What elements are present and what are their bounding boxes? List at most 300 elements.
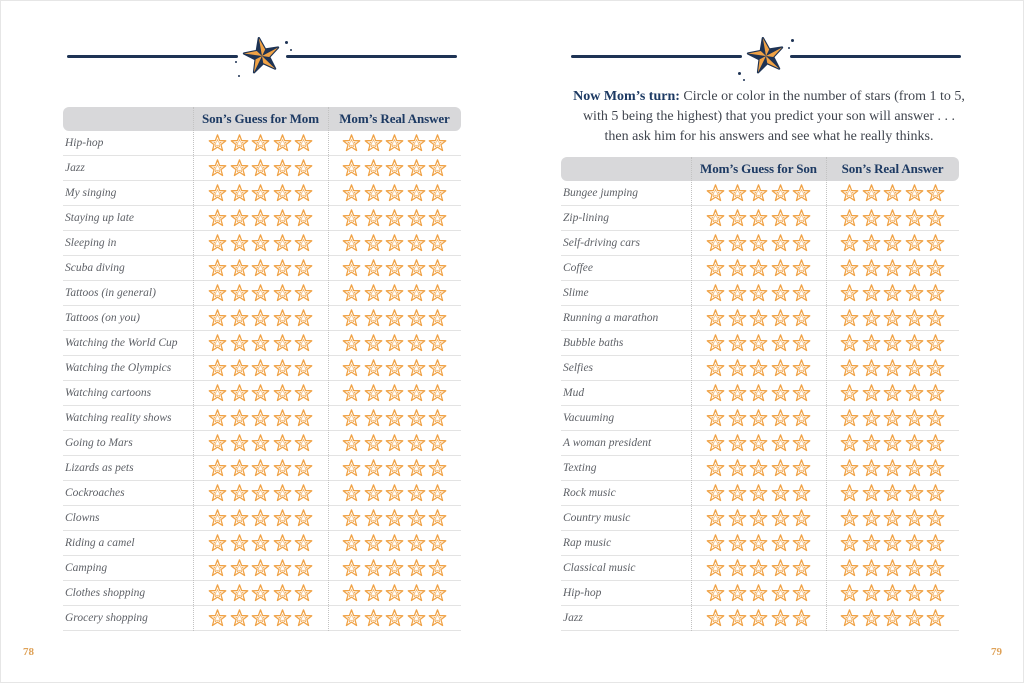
rating-star-icon[interactable] [728, 359, 747, 378]
rating-star-icon[interactable] [926, 509, 945, 528]
rating-star-icon[interactable] [230, 209, 249, 228]
rating-star-icon[interactable] [407, 459, 426, 478]
rating-star-icon[interactable] [273, 584, 292, 603]
rating-star-icon[interactable] [208, 409, 227, 428]
rating-star-icon[interactable] [905, 234, 924, 253]
guess-star-rating[interactable] [193, 234, 328, 253]
rating-star-icon[interactable] [706, 334, 725, 353]
guess-star-rating[interactable] [193, 259, 328, 278]
rating-star-icon[interactable] [342, 584, 361, 603]
guess-star-rating[interactable] [193, 534, 328, 553]
rating-star-icon[interactable] [230, 409, 249, 428]
rating-star-icon[interactable] [407, 234, 426, 253]
real-answer-star-rating[interactable] [328, 259, 461, 278]
rating-star-icon[interactable] [273, 334, 292, 353]
real-answer-star-rating[interactable] [826, 434, 959, 453]
guess-star-rating[interactable] [691, 359, 826, 378]
rating-star-icon[interactable] [749, 184, 768, 203]
rating-star-icon[interactable] [294, 559, 313, 578]
rating-star-icon[interactable] [749, 534, 768, 553]
rating-star-icon[interactable] [407, 409, 426, 428]
rating-star-icon[interactable] [251, 509, 270, 528]
rating-star-icon[interactable] [883, 409, 902, 428]
rating-star-icon[interactable] [385, 434, 404, 453]
rating-star-icon[interactable] [905, 334, 924, 353]
rating-star-icon[interactable] [706, 484, 725, 503]
rating-star-icon[interactable] [407, 534, 426, 553]
rating-star-icon[interactable] [926, 259, 945, 278]
guess-star-rating[interactable] [691, 234, 826, 253]
rating-star-icon[interactable] [230, 334, 249, 353]
rating-star-icon[interactable] [407, 184, 426, 203]
rating-star-icon[interactable] [251, 159, 270, 178]
rating-star-icon[interactable] [428, 534, 447, 553]
rating-star-icon[interactable] [883, 484, 902, 503]
rating-star-icon[interactable] [771, 484, 790, 503]
rating-star-icon[interactable] [251, 534, 270, 553]
rating-star-icon[interactable] [862, 484, 881, 503]
rating-star-icon[interactable] [251, 259, 270, 278]
rating-star-icon[interactable] [728, 209, 747, 228]
rating-star-icon[interactable] [385, 209, 404, 228]
rating-star-icon[interactable] [706, 584, 725, 603]
guess-star-rating[interactable] [691, 259, 826, 278]
guess-star-rating[interactable] [691, 559, 826, 578]
rating-star-icon[interactable] [407, 559, 426, 578]
real-answer-star-rating[interactable] [826, 559, 959, 578]
rating-star-icon[interactable] [728, 284, 747, 303]
rating-star-icon[interactable] [862, 334, 881, 353]
rating-star-icon[interactable] [926, 534, 945, 553]
rating-star-icon[interactable] [407, 484, 426, 503]
rating-star-icon[interactable] [273, 534, 292, 553]
rating-star-icon[interactable] [385, 384, 404, 403]
rating-star-icon[interactable] [230, 309, 249, 328]
rating-star-icon[interactable] [364, 609, 383, 628]
rating-star-icon[interactable] [792, 334, 811, 353]
real-answer-star-rating[interactable] [826, 509, 959, 528]
rating-star-icon[interactable] [749, 384, 768, 403]
rating-star-icon[interactable] [883, 209, 902, 228]
rating-star-icon[interactable] [728, 309, 747, 328]
rating-star-icon[interactable] [230, 234, 249, 253]
rating-star-icon[interactable] [251, 584, 270, 603]
rating-star-icon[interactable] [364, 509, 383, 528]
rating-star-icon[interactable] [706, 434, 725, 453]
rating-star-icon[interactable] [294, 484, 313, 503]
rating-star-icon[interactable] [342, 334, 361, 353]
rating-star-icon[interactable] [926, 234, 945, 253]
rating-star-icon[interactable] [294, 584, 313, 603]
rating-star-icon[interactable] [294, 259, 313, 278]
rating-star-icon[interactable] [208, 459, 227, 478]
rating-star-icon[interactable] [792, 284, 811, 303]
rating-star-icon[interactable] [294, 184, 313, 203]
guess-star-rating[interactable] [193, 509, 328, 528]
rating-star-icon[interactable] [208, 534, 227, 553]
rating-star-icon[interactable] [251, 309, 270, 328]
rating-star-icon[interactable] [428, 459, 447, 478]
rating-star-icon[interactable] [342, 184, 361, 203]
rating-star-icon[interactable] [273, 409, 292, 428]
rating-star-icon[interactable] [407, 309, 426, 328]
guess-star-rating[interactable] [193, 209, 328, 228]
rating-star-icon[interactable] [230, 534, 249, 553]
rating-star-icon[interactable] [749, 484, 768, 503]
rating-star-icon[interactable] [862, 459, 881, 478]
rating-star-icon[interactable] [273, 209, 292, 228]
real-answer-star-rating[interactable] [826, 459, 959, 478]
rating-star-icon[interactable] [294, 459, 313, 478]
guess-star-rating[interactable] [193, 184, 328, 203]
guess-star-rating[interactable] [193, 459, 328, 478]
rating-star-icon[interactable] [294, 134, 313, 153]
rating-star-icon[interactable] [749, 409, 768, 428]
rating-star-icon[interactable] [428, 409, 447, 428]
real-answer-star-rating[interactable] [826, 234, 959, 253]
rating-star-icon[interactable] [208, 259, 227, 278]
guess-star-rating[interactable] [193, 484, 328, 503]
rating-star-icon[interactable] [749, 609, 768, 628]
rating-star-icon[interactable] [926, 459, 945, 478]
rating-star-icon[interactable] [407, 434, 426, 453]
rating-star-icon[interactable] [771, 609, 790, 628]
rating-star-icon[interactable] [771, 309, 790, 328]
rating-star-icon[interactable] [905, 609, 924, 628]
rating-star-icon[interactable] [273, 284, 292, 303]
rating-star-icon[interactable] [428, 209, 447, 228]
rating-star-icon[interactable] [208, 234, 227, 253]
rating-star-icon[interactable] [342, 134, 361, 153]
real-answer-star-rating[interactable] [826, 284, 959, 303]
rating-star-icon[interactable] [749, 434, 768, 453]
rating-star-icon[interactable] [364, 284, 383, 303]
rating-star-icon[interactable] [840, 409, 859, 428]
rating-star-icon[interactable] [294, 509, 313, 528]
rating-star-icon[interactable] [905, 459, 924, 478]
rating-star-icon[interactable] [792, 234, 811, 253]
guess-star-rating[interactable] [691, 384, 826, 403]
rating-star-icon[interactable] [208, 384, 227, 403]
rating-star-icon[interactable] [407, 509, 426, 528]
rating-star-icon[interactable] [706, 309, 725, 328]
rating-star-icon[interactable] [862, 409, 881, 428]
rating-star-icon[interactable] [792, 584, 811, 603]
rating-star-icon[interactable] [342, 434, 361, 453]
rating-star-icon[interactable] [749, 259, 768, 278]
rating-star-icon[interactable] [926, 359, 945, 378]
rating-star-icon[interactable] [883, 609, 902, 628]
rating-star-icon[interactable] [905, 309, 924, 328]
guess-star-rating[interactable] [691, 509, 826, 528]
rating-star-icon[interactable] [792, 359, 811, 378]
guess-star-rating[interactable] [193, 584, 328, 603]
rating-star-icon[interactable] [230, 609, 249, 628]
rating-star-icon[interactable] [273, 159, 292, 178]
rating-star-icon[interactable] [342, 159, 361, 178]
rating-star-icon[interactable] [230, 484, 249, 503]
real-answer-star-rating[interactable] [826, 609, 959, 628]
guess-star-rating[interactable] [691, 334, 826, 353]
rating-star-icon[interactable] [342, 409, 361, 428]
rating-star-icon[interactable] [273, 559, 292, 578]
rating-star-icon[interactable] [862, 284, 881, 303]
rating-star-icon[interactable] [364, 209, 383, 228]
rating-star-icon[interactable] [364, 459, 383, 478]
real-answer-star-rating[interactable] [328, 284, 461, 303]
rating-star-icon[interactable] [342, 534, 361, 553]
rating-star-icon[interactable] [840, 509, 859, 528]
rating-star-icon[interactable] [342, 384, 361, 403]
rating-star-icon[interactable] [364, 259, 383, 278]
real-answer-star-rating[interactable] [328, 409, 461, 428]
rating-star-icon[interactable] [208, 284, 227, 303]
rating-star-icon[interactable] [771, 184, 790, 203]
rating-star-icon[interactable] [905, 209, 924, 228]
rating-star-icon[interactable] [251, 359, 270, 378]
rating-star-icon[interactable] [294, 359, 313, 378]
guess-star-rating[interactable] [193, 359, 328, 378]
guess-star-rating[interactable] [193, 384, 328, 403]
rating-star-icon[interactable] [792, 559, 811, 578]
rating-star-icon[interactable] [840, 434, 859, 453]
rating-star-icon[interactable] [273, 184, 292, 203]
rating-star-icon[interactable] [862, 534, 881, 553]
rating-star-icon[interactable] [364, 484, 383, 503]
rating-star-icon[interactable] [385, 134, 404, 153]
rating-star-icon[interactable] [926, 284, 945, 303]
rating-star-icon[interactable] [208, 159, 227, 178]
rating-star-icon[interactable] [273, 134, 292, 153]
guess-star-rating[interactable] [193, 134, 328, 153]
rating-star-icon[interactable] [926, 609, 945, 628]
rating-star-icon[interactable] [407, 359, 426, 378]
rating-star-icon[interactable] [749, 359, 768, 378]
rating-star-icon[interactable] [428, 284, 447, 303]
rating-star-icon[interactable] [749, 209, 768, 228]
rating-star-icon[interactable] [771, 409, 790, 428]
rating-star-icon[interactable] [728, 534, 747, 553]
rating-star-icon[interactable] [208, 434, 227, 453]
rating-star-icon[interactable] [862, 609, 881, 628]
rating-star-icon[interactable] [771, 209, 790, 228]
rating-star-icon[interactable] [428, 334, 447, 353]
rating-star-icon[interactable] [385, 509, 404, 528]
rating-star-icon[interactable] [364, 334, 383, 353]
rating-star-icon[interactable] [840, 384, 859, 403]
rating-star-icon[interactable] [749, 559, 768, 578]
rating-star-icon[interactable] [294, 534, 313, 553]
rating-star-icon[interactable] [749, 309, 768, 328]
rating-star-icon[interactable] [230, 259, 249, 278]
rating-star-icon[interactable] [385, 234, 404, 253]
real-answer-star-rating[interactable] [328, 184, 461, 203]
rating-star-icon[interactable] [230, 434, 249, 453]
rating-star-icon[interactable] [364, 584, 383, 603]
rating-star-icon[interactable] [728, 334, 747, 353]
rating-star-icon[interactable] [771, 559, 790, 578]
rating-star-icon[interactable] [883, 459, 902, 478]
rating-star-icon[interactable] [728, 234, 747, 253]
rating-star-icon[interactable] [230, 359, 249, 378]
rating-star-icon[interactable] [428, 359, 447, 378]
rating-star-icon[interactable] [364, 434, 383, 453]
rating-star-icon[interactable] [905, 409, 924, 428]
rating-star-icon[interactable] [407, 259, 426, 278]
rating-star-icon[interactable] [407, 134, 426, 153]
rating-star-icon[interactable] [926, 384, 945, 403]
rating-star-icon[interactable] [208, 209, 227, 228]
rating-star-icon[interactable] [862, 209, 881, 228]
rating-star-icon[interactable] [926, 409, 945, 428]
rating-star-icon[interactable] [273, 509, 292, 528]
rating-star-icon[interactable] [407, 284, 426, 303]
rating-star-icon[interactable] [883, 584, 902, 603]
rating-star-icon[interactable] [294, 334, 313, 353]
rating-star-icon[interactable] [273, 259, 292, 278]
rating-star-icon[interactable] [728, 259, 747, 278]
rating-star-icon[interactable] [428, 309, 447, 328]
rating-star-icon[interactable] [251, 134, 270, 153]
rating-star-icon[interactable] [407, 209, 426, 228]
rating-star-icon[interactable] [728, 484, 747, 503]
rating-star-icon[interactable] [428, 159, 447, 178]
rating-star-icon[interactable] [862, 359, 881, 378]
rating-star-icon[interactable] [926, 309, 945, 328]
real-answer-star-rating[interactable] [826, 484, 959, 503]
rating-star-icon[interactable] [840, 534, 859, 553]
real-answer-star-rating[interactable] [826, 359, 959, 378]
real-answer-star-rating[interactable] [826, 184, 959, 203]
guess-star-rating[interactable] [193, 434, 328, 453]
rating-star-icon[interactable] [428, 509, 447, 528]
rating-star-icon[interactable] [883, 234, 902, 253]
guess-star-rating[interactable] [691, 434, 826, 453]
rating-star-icon[interactable] [385, 359, 404, 378]
real-answer-star-rating[interactable] [328, 309, 461, 328]
rating-star-icon[interactable] [230, 184, 249, 203]
guess-star-rating[interactable] [193, 309, 328, 328]
rating-star-icon[interactable] [428, 184, 447, 203]
rating-star-icon[interactable] [407, 609, 426, 628]
rating-star-icon[interactable] [792, 309, 811, 328]
guess-star-rating[interactable] [691, 484, 826, 503]
rating-star-icon[interactable] [230, 134, 249, 153]
rating-star-icon[interactable] [428, 484, 447, 503]
rating-star-icon[interactable] [792, 484, 811, 503]
real-answer-star-rating[interactable] [826, 209, 959, 228]
rating-star-icon[interactable] [273, 459, 292, 478]
rating-star-icon[interactable] [428, 434, 447, 453]
rating-star-icon[interactable] [905, 184, 924, 203]
rating-star-icon[interactable] [706, 184, 725, 203]
rating-star-icon[interactable] [883, 534, 902, 553]
rating-star-icon[interactable] [862, 509, 881, 528]
rating-star-icon[interactable] [840, 334, 859, 353]
rating-star-icon[interactable] [840, 484, 859, 503]
rating-star-icon[interactable] [251, 434, 270, 453]
real-answer-star-rating[interactable] [328, 159, 461, 178]
rating-star-icon[interactable] [706, 259, 725, 278]
guess-star-rating[interactable] [193, 284, 328, 303]
rating-star-icon[interactable] [385, 559, 404, 578]
rating-star-icon[interactable] [749, 334, 768, 353]
rating-star-icon[interactable] [342, 509, 361, 528]
rating-star-icon[interactable] [208, 609, 227, 628]
rating-star-icon[interactable] [883, 434, 902, 453]
rating-star-icon[interactable] [407, 584, 426, 603]
rating-star-icon[interactable] [294, 609, 313, 628]
rating-star-icon[interactable] [385, 534, 404, 553]
rating-star-icon[interactable] [385, 609, 404, 628]
rating-star-icon[interactable] [342, 234, 361, 253]
rating-star-icon[interactable] [926, 209, 945, 228]
rating-star-icon[interactable] [771, 459, 790, 478]
rating-star-icon[interactable] [840, 234, 859, 253]
rating-star-icon[interactable] [385, 584, 404, 603]
rating-star-icon[interactable] [728, 184, 747, 203]
rating-star-icon[interactable] [251, 334, 270, 353]
real-answer-star-rating[interactable] [328, 209, 461, 228]
rating-star-icon[interactable] [728, 509, 747, 528]
real-answer-star-rating[interactable] [328, 434, 461, 453]
rating-star-icon[interactable] [706, 284, 725, 303]
rating-star-icon[interactable] [771, 384, 790, 403]
rating-star-icon[interactable] [294, 209, 313, 228]
rating-star-icon[interactable] [428, 259, 447, 278]
rating-star-icon[interactable] [840, 559, 859, 578]
rating-star-icon[interactable] [905, 434, 924, 453]
rating-star-icon[interactable] [792, 459, 811, 478]
rating-star-icon[interactable] [385, 309, 404, 328]
guess-star-rating[interactable] [691, 584, 826, 603]
rating-star-icon[interactable] [428, 584, 447, 603]
rating-star-icon[interactable] [926, 584, 945, 603]
guess-star-rating[interactable] [691, 209, 826, 228]
guess-star-rating[interactable] [193, 409, 328, 428]
guess-star-rating[interactable] [193, 159, 328, 178]
real-answer-star-rating[interactable] [328, 509, 461, 528]
rating-star-icon[interactable] [840, 459, 859, 478]
real-answer-star-rating[interactable] [826, 334, 959, 353]
guess-star-rating[interactable] [691, 284, 826, 303]
guess-star-rating[interactable] [691, 609, 826, 628]
rating-star-icon[interactable] [706, 409, 725, 428]
rating-star-icon[interactable] [407, 384, 426, 403]
rating-star-icon[interactable] [364, 409, 383, 428]
rating-star-icon[interactable] [230, 509, 249, 528]
real-answer-star-rating[interactable] [328, 534, 461, 553]
rating-star-icon[interactable] [385, 259, 404, 278]
rating-star-icon[interactable] [926, 184, 945, 203]
rating-star-icon[interactable] [273, 434, 292, 453]
rating-star-icon[interactable] [364, 159, 383, 178]
rating-star-icon[interactable] [749, 284, 768, 303]
rating-star-icon[interactable] [273, 234, 292, 253]
guess-star-rating[interactable] [193, 334, 328, 353]
rating-star-icon[interactable] [862, 584, 881, 603]
rating-star-icon[interactable] [883, 334, 902, 353]
rating-star-icon[interactable] [862, 184, 881, 203]
real-answer-star-rating[interactable] [328, 359, 461, 378]
rating-star-icon[interactable] [364, 134, 383, 153]
rating-star-icon[interactable] [706, 234, 725, 253]
rating-star-icon[interactable] [407, 334, 426, 353]
rating-star-icon[interactable] [926, 334, 945, 353]
rating-star-icon[interactable] [840, 309, 859, 328]
rating-star-icon[interactable] [749, 234, 768, 253]
rating-star-icon[interactable] [926, 434, 945, 453]
